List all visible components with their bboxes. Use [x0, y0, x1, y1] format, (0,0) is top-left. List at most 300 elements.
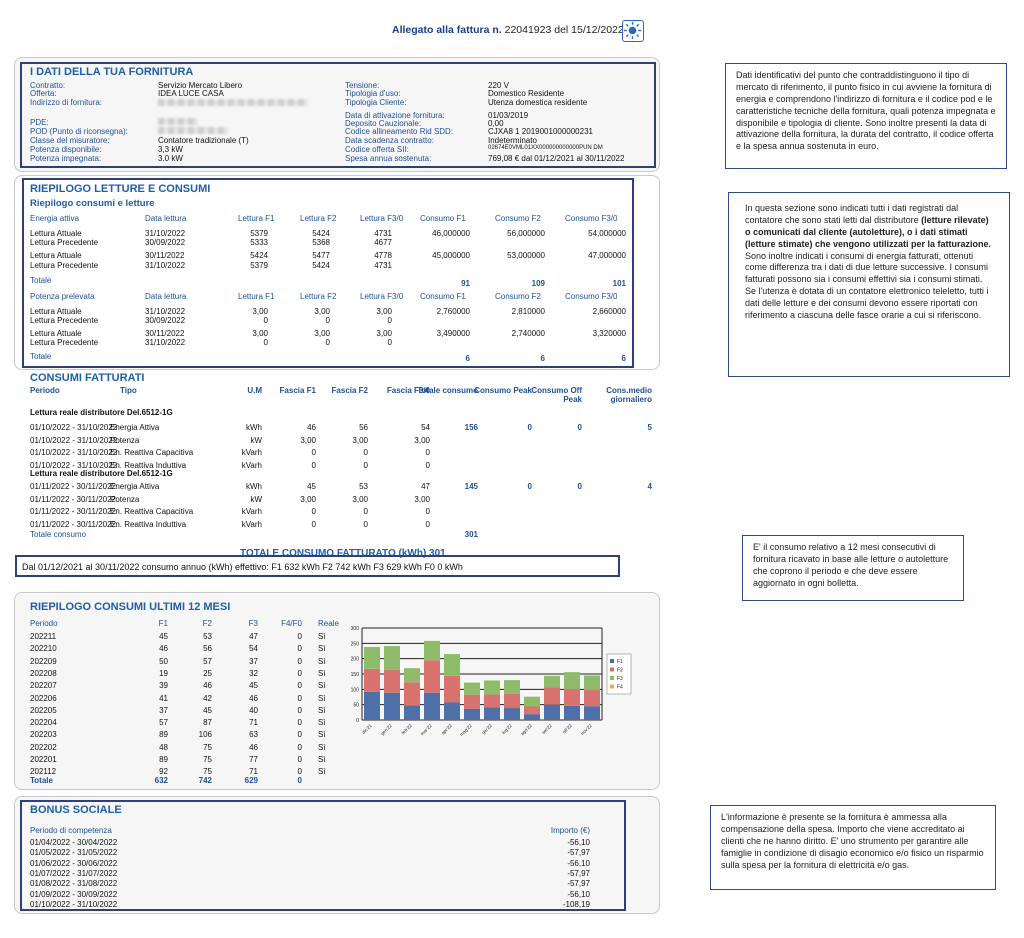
- letture-cell: 4731: [374, 261, 392, 270]
- bonus-period: 01/05/2022 - 31/05/2022: [30, 848, 118, 858]
- fornitura-value: 0,00: [488, 119, 504, 128]
- chart-ytick-label: 200: [350, 656, 359, 663]
- fatturati-header-cell: Fascia F3/0: [386, 386, 430, 395]
- fornitura-value: 3.0 kW: [158, 154, 183, 163]
- letture-cell: Lettura Precedente: [30, 261, 99, 270]
- chart-bars: [364, 641, 600, 720]
- chart-legend-swatch: [610, 659, 614, 663]
- chart-legend-swatch: [610, 676, 614, 680]
- callout-bonus: L'informazione è presente se la fornitura è ammessa alla compensazione della spesa. Importo che viene accreditato ai clienti che ne hanno diritto. E' uno strumento per garantire alle famiglie in condizione di disagio economico e/o fisico un risparmio sulla spesa per la fornitura di elettricità e/o gas.: [710, 805, 996, 890]
- fornitura-label: Potenza impegnata:: [30, 154, 102, 163]
- chart-bar-F3: [444, 654, 460, 676]
- fatturati-cell: 0: [363, 460, 368, 470]
- chart-bar-F2: [404, 682, 420, 705]
- chart-legend-swatch: [610, 685, 614, 689]
- fornitura-label: PDE:: [30, 118, 49, 127]
- fatturati-cell: 0: [311, 460, 316, 470]
- redacted-address: [158, 99, 308, 106]
- letture-cell: Lettura Attuale: [30, 307, 82, 316]
- bonus-period: 01/07/2022 - 31/07/2022: [30, 868, 118, 878]
- letture-title: RIEPILOGO LETTURE E CONSUMI: [30, 183, 211, 195]
- riepilogo12-cell: 202209: [30, 656, 57, 666]
- fatturati-cell: kVarh: [241, 460, 262, 470]
- fatturati-cell: kW: [250, 494, 262, 504]
- fatturati-cell: 4: [647, 482, 652, 491]
- chart-bar-F2: [504, 694, 520, 708]
- letture-cell: 5424: [312, 229, 330, 238]
- letture-cell: 5379: [250, 261, 268, 270]
- chart-xtick-label: set'22: [540, 723, 553, 736]
- chart-legend-label: F3: [617, 676, 623, 682]
- riepilogo12-cell: 0: [297, 632, 302, 641]
- letture-cell: 3,00: [252, 307, 268, 316]
- fatturati-cell: kWh: [246, 482, 262, 491]
- riepilogo12-cell: Sì: [318, 718, 326, 728]
- callout-letture-text-b: (letture rilevate) o comunicati dal cliente (autoletture), o i dati stimati (letture stimate) che vengono utilizzati per la fatturazione.: [745, 214, 992, 249]
- fatturati-cell: 0: [577, 482, 582, 491]
- fatturati-cell: 3,00: [352, 494, 368, 504]
- fatturati-header-cell: Consumo Off Peak: [531, 386, 582, 404]
- riepilogo12-cell: 40: [249, 705, 258, 715]
- riepilogo12-cell: Sì: [318, 705, 326, 715]
- riepilogo12-header-cell: Periodo: [30, 619, 58, 628]
- bonus-title: BONUS SOCIALE: [30, 804, 122, 816]
- chart-bar-F1: [444, 703, 460, 720]
- chart-bar-F3: [504, 680, 520, 694]
- fornitura-value: 02674E0VML01XX000000000000PUN DM: [488, 145, 603, 151]
- fatturati-cell: 156: [464, 423, 478, 432]
- fatturati-cell: kWh: [246, 423, 262, 432]
- chart-bar-F2: [424, 660, 440, 693]
- fatturati-cell: 0: [425, 507, 430, 516]
- chart-xtick-label: gen'22: [379, 723, 393, 737]
- fornitura-value: 769,08 € dal 01/12/2021 al 30/11/2022: [488, 154, 625, 163]
- chart-bar-F3: [564, 672, 580, 689]
- riepilogo12-cell: 37: [249, 656, 258, 666]
- riepilogo12-cell: 45: [249, 681, 258, 691]
- letture-cell: 3,00: [314, 307, 330, 316]
- fornitura-label: Potenza disponibile:: [30, 145, 102, 154]
- chart-ytick-label: 150: [350, 672, 359, 678]
- letture-header-cell: Consumo F3/0: [565, 292, 618, 301]
- riepilogo12-cell: 46: [249, 742, 258, 752]
- chart-xtick-label: ago'22: [519, 723, 533, 737]
- invoice-header: [392, 24, 652, 42]
- letture-cell: Lettura Attuale: [30, 251, 82, 260]
- letture-cell: 5424: [312, 261, 330, 270]
- fatturati-cell: 01/10/2022 - 31/10/2022: [30, 460, 118, 470]
- letture-cell: 31/10/2022: [145, 229, 186, 238]
- letture-cell: 30/11/2022: [145, 251, 185, 260]
- chart-legend-swatch: [610, 668, 614, 672]
- riepilogo12-cell: 202211: [30, 632, 57, 641]
- bonus-amount: -108,19: [562, 899, 590, 909]
- fatturati-header-cell: Fascia F2: [331, 386, 368, 395]
- chart-bar-F1: [484, 707, 500, 720]
- riepilogo12-header-cell: F1: [158, 619, 168, 628]
- fatturati-cell: 0: [527, 482, 532, 491]
- fatturati-cell: 3,00: [300, 494, 316, 504]
- letture-cell: Lettura Attuale: [30, 229, 82, 238]
- riepilogo12-cell: 71: [249, 767, 258, 777]
- fornitura-label: Deposito Cauzionale:: [345, 119, 422, 128]
- riepilogo12-cell: 37: [159, 705, 168, 715]
- riepilogo12-cell: Sì: [318, 742, 326, 752]
- fatturati-cell: Energia Attiva: [110, 482, 160, 491]
- riepilogo12-cell: 0: [297, 755, 302, 764]
- riepilogo12-cell: 87: [203, 718, 212, 728]
- riepilogo12-cell: 75: [203, 767, 212, 777]
- fatturati-header-cell: Consumo Peak: [474, 386, 532, 395]
- chart-bar-F2: [444, 676, 460, 703]
- chart-bar-F2: [544, 687, 560, 704]
- light-bulb-icon: [622, 20, 644, 42]
- riepilogo12-cell: 202210: [30, 644, 57, 654]
- bonus-amount: -57,97: [567, 868, 590, 878]
- bonus-period: 01/09/2022 - 30/09/2022: [30, 889, 118, 899]
- invoice-number: 22041923: [504, 24, 552, 36]
- riepilogo12-cell: 75: [203, 742, 212, 752]
- riepilogo12-cell: 45: [159, 632, 168, 641]
- letture-cell: 0: [387, 338, 392, 347]
- fatturati-cell: 145: [464, 482, 478, 491]
- letture-header-cell: Energia attiva: [30, 214, 79, 223]
- chart-bar-F3: [384, 646, 400, 670]
- fornitura-label: Classe del misuratore:: [30, 136, 110, 145]
- letture-header-cell: Lettura F1: [238, 292, 275, 301]
- riepilogo12-total-cell: 742: [198, 776, 212, 785]
- riepilogo12-cell: 48: [159, 742, 168, 752]
- letture-cell: 2,660000: [592, 307, 626, 316]
- fornitura-value: 3,3 kW: [158, 145, 183, 154]
- chart-bar-F3: [404, 668, 420, 682]
- fatturati-cell: kVarh: [241, 519, 262, 529]
- bonus-period: 01/08/2022 - 31/08/2022: [30, 879, 118, 889]
- chart-bar-F2: [484, 695, 500, 708]
- chart-xtick-label: dic'21: [360, 723, 373, 735]
- chart-ytick-label: 50: [353, 702, 359, 709]
- chart-xtick-label: apr'22: [440, 723, 453, 736]
- chart-xtick-label: mag'22: [458, 723, 473, 738]
- bonus-period: 01/04/2022 - 30/04/2022: [30, 838, 118, 847]
- riepilogo12-total-cell: Totale: [30, 776, 53, 785]
- letture-cell: 31/10/2022: [145, 261, 186, 270]
- fatturati-header-cell: Totale consumo: [417, 386, 478, 395]
- chart-xticks: [361, 723, 593, 737]
- chart-xtick-label: feb'22: [400, 723, 413, 736]
- letture-total-label: Totale: [30, 276, 52, 285]
- bonus-amount: -57,97: [567, 879, 590, 889]
- chart-xtick-label: lug'22: [500, 723, 513, 736]
- fornitura-label: Codice offerta SII:: [345, 145, 409, 154]
- fatturati-grand-total: TOTALE CONSUMO FATTURATO (kWh) 301: [240, 548, 446, 559]
- fatturati-header-cell: U.M: [247, 386, 262, 395]
- riepilogo12-cell: 77: [249, 755, 258, 764]
- riepilogo12-header-cell: F4/F0: [281, 619, 302, 628]
- letture-cell: 0: [263, 316, 268, 325]
- letture-cell: Lettura Precedente: [30, 238, 99, 247]
- chart-bar-F3: [464, 683, 480, 695]
- letture-header-cell: Data lettura: [145, 214, 187, 223]
- fornitura-label: Data di attivazione fornitura:: [345, 111, 445, 120]
- fatturati-cell: 0: [363, 519, 368, 529]
- fatturati-header-cell: Periodo: [30, 386, 60, 395]
- letture-header-cell: Data lettura: [145, 292, 187, 301]
- chart-bar-F1: [504, 708, 520, 720]
- riepilogo12-cell: 0: [297, 668, 302, 678]
- riepilogo12-cell: Sì: [318, 644, 326, 654]
- fatturati-cell: 3,00: [414, 435, 430, 445]
- riepilogo12-cell: 89: [159, 755, 168, 764]
- fatturati-cell: 53: [359, 482, 368, 491]
- fatturati-cell: 01/11/2022 - 30/11/2022: [30, 519, 116, 529]
- bonus-amount: -57,97: [567, 848, 590, 858]
- riepilogo12-cell: Sì: [318, 693, 326, 703]
- letture-header-cell: Lettura F2: [300, 214, 337, 223]
- fornitura-value: 220 V: [488, 81, 509, 90]
- chart-bar-F3: [524, 697, 540, 707]
- letture-cell: 3,00: [376, 307, 392, 316]
- fatturati-header-cell: Tipo: [120, 386, 137, 395]
- riepilogo12-cell: Sì: [318, 632, 326, 641]
- fatturati-cell: 3,00: [414, 494, 430, 504]
- fatturati-cell: 0: [311, 448, 316, 457]
- letture-total-value: 101: [612, 279, 626, 288]
- bonus-amount: -56,10: [567, 838, 590, 847]
- fatturati-cell: 01/11/2022 - 30/11/2022: [30, 507, 116, 516]
- callout-letture-text-c: Sono inoltre indicati i consumi di energia fatturati, ottenuti come differenza tra i dati di due letture successive. I consumi fatturati possono sia i consumi effettivi sia i consumi stimati.: [745, 250, 988, 285]
- fatturati-header-cell: Cons.medio giornaliero: [606, 386, 652, 404]
- letture-cell: 30/09/2022: [145, 316, 186, 325]
- chart-bar-F2: [564, 689, 580, 706]
- riepilogo12-cell: 56: [203, 644, 212, 654]
- letture-header-cell: Consumo F1: [420, 214, 466, 223]
- letture-cell: 31/10/2022: [145, 307, 186, 316]
- annual-consumption-text: Dal 01/12/2021 al 30/11/2022 consumo annuo (kWh) effettivo: F1 632 kWh F2 742 kWh F3 629 kWh F0 0 kWh: [22, 562, 463, 572]
- fatturati-cell: Potenza: [110, 494, 140, 504]
- invoice-date: del 15/12/2022: [554, 24, 624, 36]
- letture-cell: 4677: [374, 238, 392, 247]
- riepilogo12-header-cell: F3: [248, 619, 258, 628]
- chart-bar-F1: [424, 693, 440, 720]
- riepilogo12-cell: 57: [159, 718, 168, 728]
- fornitura-label: Contratto:: [30, 81, 66, 90]
- letture-cell: 0: [387, 316, 392, 325]
- fatturati-total-value: 301: [464, 530, 478, 539]
- riepilogo12-cell: 50: [159, 656, 168, 666]
- fatturati-cell: En. Reattiva Induttiva: [110, 460, 187, 470]
- riepilogo12-cell: 0: [297, 742, 302, 752]
- riepilogo12-cell: 0: [297, 644, 302, 654]
- letture-header-cell: Lettura F2: [300, 292, 337, 301]
- invoice-label: Allegato alla fattura n.: [392, 24, 502, 36]
- riepilogo12-cell: 57: [203, 656, 212, 666]
- riepilogo12-cell: 202206: [30, 693, 57, 703]
- riepilogo12-cell: 32: [249, 668, 258, 678]
- riepilogo12-cell: 25: [203, 668, 212, 678]
- fornitura-label: Data scadenza contratto:: [345, 136, 434, 145]
- letture-header-cell: Lettura F3/0: [360, 292, 404, 301]
- riepilogo12-total-cell: 629: [244, 776, 258, 785]
- fatturati-cell: kVarh: [241, 507, 262, 516]
- letture-cell: 0: [325, 338, 330, 347]
- letture-cell: 0: [325, 316, 330, 325]
- fatturati-cell: En. Reattiva Capacitiva: [110, 507, 194, 516]
- fornitura-label: Tipologia Cliente:: [345, 98, 407, 107]
- fatturati-cell: 47: [421, 482, 430, 491]
- riepilogo12-cell: Sì: [318, 668, 326, 678]
- chart-bar-F2: [364, 669, 380, 692]
- fornitura-value: CJXA8 1 2019001000000231: [488, 127, 593, 136]
- letture-header-cell: Lettura F1: [238, 214, 275, 223]
- fornitura-value: 01/03/2019: [488, 111, 529, 120]
- chart-yticks: [351, 626, 360, 724]
- fornitura-title: I DATI DELLA TUA FORNITURA: [30, 66, 194, 78]
- letture-subtitle: Riepilogo consumi e letture: [30, 198, 155, 209]
- fatturati-cell: 5: [647, 423, 652, 432]
- chart-bar-F3: [544, 676, 560, 687]
- letture-cell: 2,810000: [511, 307, 545, 316]
- fornitura-label: Tensione:: [345, 81, 380, 90]
- letture-cell: 45,000000: [432, 251, 470, 260]
- fatturati-cell: 01/11/2022 - 30/11/2022: [30, 482, 116, 491]
- chart-legend-label: F2: [617, 667, 623, 674]
- riepilogo12-cell: 0: [297, 656, 302, 666]
- bonus-header-period: Periodo di competenza: [30, 826, 112, 835]
- fatturati-cell: En. Reattiva Capacitiva: [110, 448, 194, 457]
- letture-total-value: 91: [461, 279, 470, 288]
- riepilogo12-total-cell: 0: [297, 776, 302, 785]
- fatturati-cell: 0: [527, 423, 532, 432]
- chart-bar-F2: [384, 670, 400, 693]
- letture-cell: 53,000000: [507, 251, 545, 260]
- letture-cell: 3,00: [252, 329, 268, 338]
- chart-bar-F3: [484, 680, 500, 694]
- letture-cell: 0: [263, 338, 268, 347]
- fornitura-label: Offerta:: [30, 89, 57, 98]
- letture-header-cell: Consumo F2: [495, 214, 541, 223]
- fatturati-cell: Energia Attiva: [110, 423, 160, 432]
- letture-cell: 5379: [250, 229, 268, 238]
- chart-legend: [607, 654, 631, 694]
- letture-total-value: 109: [531, 279, 545, 288]
- chart-xtick-label: ott'22: [561, 723, 573, 735]
- letture-cell: Lettura Attuale: [30, 329, 82, 338]
- chart-bar-F2: [524, 707, 540, 715]
- fatturati-cell: 0: [363, 507, 368, 516]
- callout-letture: [728, 192, 1010, 377]
- riepilogo12-cell: 202112: [30, 767, 57, 777]
- riepilogo12-cell: 53: [203, 632, 212, 641]
- callout-letture-text-a: In questa sezione sono indicati tutti i dati registrati dal contatore che sono stati letti dal distributore: [745, 203, 959, 225]
- chart-bar-F1: [584, 706, 600, 720]
- chart-bar-F1: [464, 709, 480, 720]
- riepilogo12-cell: 89: [159, 730, 168, 740]
- riepilogo12-cell: 47: [249, 632, 258, 641]
- fatturati-total-label: Totale consumo: [30, 530, 87, 539]
- letture-cell: 31/10/2022: [145, 338, 186, 347]
- riepilogo12-cell: Sì: [318, 681, 326, 691]
- riepilogo12-cell: 75: [203, 755, 212, 764]
- letture-header-cell: Potenza prelevata: [30, 292, 95, 301]
- redacted-pod: [158, 127, 228, 134]
- fornitura-label: POD (Punto di riconsegna):: [30, 127, 128, 136]
- fatturati-cell: 01/11/2022 - 30/11/2022: [30, 494, 116, 504]
- letture-total-value: 6: [540, 354, 545, 363]
- fatturati-cell: 3,00: [352, 435, 368, 445]
- fatturati-cell: 0: [311, 507, 316, 516]
- letture-cell: 46,000000: [432, 229, 470, 238]
- riepilogo12-cell: 54: [249, 644, 258, 654]
- letture-cell: 30/09/2022: [145, 238, 186, 247]
- chart-bar-F3: [424, 641, 440, 660]
- chart-xtick-label: mar'22: [419, 723, 433, 737]
- chart-bar-F1: [544, 705, 560, 720]
- chart-bar-F3: [584, 676, 600, 690]
- riepilogo12-title: RIEPILOGO CONSUMI ULTIMI 12 MESI: [30, 601, 231, 613]
- fatturati-cell: kW: [250, 435, 262, 445]
- fatturati-header-cell: Fascia F1: [279, 386, 316, 395]
- riepilogo12-cell: 46: [159, 644, 168, 654]
- letture-cell: 3,00: [314, 329, 330, 338]
- fornitura-value: Contatore tradizionale (T): [158, 136, 249, 145]
- fatturati-cell: 01/10/2022 - 31/10/2022: [30, 423, 118, 432]
- chart-bar-F1: [364, 692, 380, 720]
- callout-annual: E' il consumo relativo a 12 mesi consecutivi di fornitura ricavato in base alle letture o autoletture che coprono il periodo e che deve essere aggiornato in ogni bolletta.: [742, 535, 964, 601]
- riepilogo12-cell: 202202: [30, 742, 57, 752]
- riepilogo12-cell: Sì: [318, 767, 326, 777]
- fatturati-cell: 0: [425, 448, 430, 457]
- chart-legend-label: F1: [617, 659, 623, 665]
- riepilogo12-cell: 0: [297, 730, 302, 740]
- fornitura-label: Spesa annua sostenuta:: [345, 154, 432, 163]
- riepilogo12-cell: 45: [203, 705, 212, 715]
- riepilogo12-cell: 0: [297, 718, 302, 728]
- fatturati-cell: 0: [363, 448, 368, 457]
- fatturati-cell: 54: [421, 423, 430, 432]
- riepilogo12-cell: 19: [159, 668, 168, 678]
- bonus-amount: -56,10: [567, 858, 590, 868]
- letture-header-cell: Consumo F2: [495, 292, 541, 301]
- letture-cell: 4731: [374, 229, 392, 238]
- fatturati-cell: 01/10/2022 - 31/10/2022: [30, 435, 118, 445]
- consumption-chart: [340, 622, 640, 762]
- riepilogo12-cell: Sì: [318, 656, 326, 666]
- riepilogo12-cell: 41: [159, 693, 168, 703]
- letture-cell: 4778: [374, 251, 392, 260]
- riepilogo12-cell: 0: [297, 693, 302, 703]
- letture-cell: 3,490000: [436, 329, 470, 338]
- chart-ytick-label: 300: [350, 626, 359, 632]
- chart-xtick-label: nov'22: [579, 723, 593, 736]
- redacted-pde: [158, 118, 198, 125]
- fornitura-value: Indeterminato: [488, 136, 537, 145]
- letture-total-label: Totale: [30, 352, 52, 361]
- letture-cell: 5333: [250, 238, 268, 247]
- chart-ytick-label: 0: [356, 718, 359, 724]
- chart-bar-F3: [364, 647, 380, 669]
- riepilogo12-cell: Sì: [318, 730, 326, 740]
- chart-bar-F1: [384, 693, 400, 720]
- fatturati-cell: 0: [311, 519, 316, 529]
- chart-bar-F1: [404, 705, 420, 720]
- fatturati-cell: 0: [425, 519, 430, 529]
- letture-header-cell: Lettura F3/0: [360, 214, 404, 223]
- fatturati-cell: 3,00: [300, 435, 316, 445]
- chart-ytick-label: 100: [350, 687, 359, 694]
- riepilogo12-total-cell: 632: [154, 776, 168, 785]
- chart-bar-F2: [464, 695, 480, 709]
